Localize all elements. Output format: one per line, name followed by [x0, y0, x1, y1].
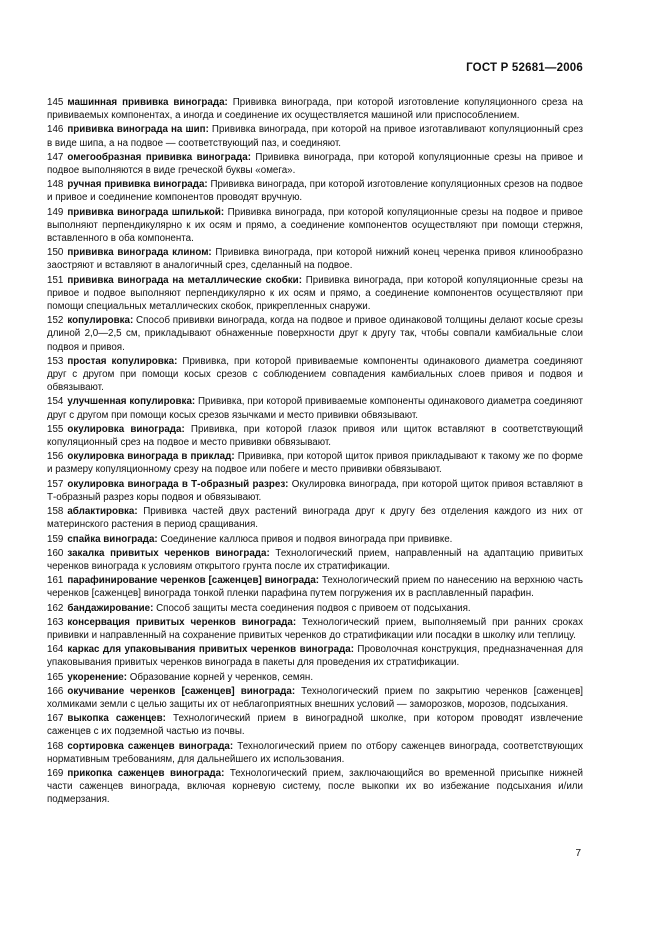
term-title: прививка винограда шпилькой:	[67, 206, 225, 218]
term-title: спайка винограда:	[67, 533, 158, 545]
term-entry	[47, 685, 583, 711]
term-list	[47, 96, 583, 808]
term-definition: Технологический прием в виноградной школке, при котором проводят извлечение саженцев с их подземной частью из почвы.	[47, 713, 583, 738]
term-definition: Прививка винограда, при которой изготовление копуляционных срезов на подвое и привое и соединение компонентов проводят вручную.	[47, 179, 583, 204]
term-definition: Прививка винограда, при которой копуляционные срезы на привое и подвое выполняют перпендикулярно к их осям и прямо, а соединение компонентов осуществляют при помощи специальных металлических скобок, прикрепленных снаружи.	[47, 274, 583, 313]
term-number: 160	[47, 547, 64, 559]
term-title: закалка привитых черенков винограда:	[67, 547, 270, 559]
term-entry	[47, 478, 583, 504]
term-entry	[47, 151, 583, 177]
term-definition: Прививка винограда, при которой на привое изготавливают копуляционный срез в виде шипа, а на подвое — соответствующий паз, и соединяют.	[47, 124, 583, 149]
term-number: 157	[47, 478, 64, 490]
term-definition: Технологический прием по отбору саженцев винограда, соответствующих нормативным требованиям, для дальнейшего их использования.	[47, 740, 584, 765]
page-number: 7	[575, 848, 581, 859]
term-title: копулировка:	[67, 315, 134, 327]
term-entry	[47, 246, 583, 272]
term-number: 165	[47, 671, 64, 683]
term-definition: Технологический прием, выполняемый при ранних сроках прививки и направленный на сохранение привитых черенков до стратификации или посадки в школку или теплицу.	[47, 616, 583, 641]
term-title: окулировка винограда в приклад:	[67, 451, 235, 463]
term-number: 162	[47, 602, 64, 614]
term-entry	[47, 712, 583, 738]
term-number: 169	[47, 767, 64, 779]
term-number: 164	[47, 644, 64, 656]
term-number: 156	[47, 451, 64, 463]
term-entry	[47, 671, 583, 684]
term-title: улучшенная копулировка:	[67, 396, 196, 408]
term-definition: Окулировка винограда, при которой щиток привоя вставляют в Т-образный разрез коры подвоя и обвязывают.	[47, 478, 583, 503]
term-entry	[47, 450, 583, 476]
term-number: 159	[47, 533, 64, 545]
term-definition: Прививка, при которой щиток привоя прикладывают к такому же по форме и размеру копуляционному срезу на подвое или побеге и место прививки обвязывают.	[47, 451, 583, 476]
term-entry	[47, 423, 583, 449]
term-title: окулировка винограда:	[67, 423, 185, 435]
term-title: выкопка саженцев:	[67, 713, 166, 725]
term-title: консервация привитых черенков винограда:	[67, 616, 297, 628]
term-entry	[47, 767, 583, 807]
term-number: 149	[47, 206, 64, 218]
term-number: 151	[47, 274, 64, 286]
term-definition: Прививка, при которой глазок привоя или щиток вставляют в соответствующий копуляционный срез на подвое и место прививки обвязывают.	[47, 423, 583, 449]
term-title: прививка винограда клином:	[67, 247, 212, 259]
term-definition: Технологический прием, направленный на адаптацию привитых черенков винограда к условиям открытого грунта после их стратификации.	[47, 547, 583, 572]
term-definition: Прививка частей двух растений винограда друг к другу без отделения каждого из них от материнского растения в период сращивания.	[47, 506, 583, 531]
term-title: укоренение:	[67, 671, 128, 683]
term-entry	[47, 274, 583, 314]
term-definition: Соединение каллюса привоя и подвоя винограда при прививке.	[157, 533, 453, 545]
term-number: 168	[47, 740, 64, 752]
term-number: 161	[47, 575, 64, 587]
term-entry	[47, 533, 583, 546]
term-title: каркас для упаковывания привитых черенков винограда:	[67, 644, 354, 656]
term-entry	[47, 547, 583, 573]
term-entry	[47, 740, 583, 766]
term-entry	[47, 395, 583, 421]
term-definition: Технологический прием по закрытию черенков [саженцев] холмиками земли с целью защиты их от неблагоприятных внешних условий — заморозков, морозов, подсыхания.	[47, 685, 583, 710]
term-title: ручная прививка винограда:	[67, 179, 208, 191]
term-definition: Прививка винограда, при которой изготовление копуляционного среза на прививаемых компонентах, а иногда и соединение их осуществляется машиной или приспособлением.	[47, 97, 583, 122]
document-header: ГОСТ Р 52681—2006	[466, 62, 583, 74]
term-definition: Прививка винограда, при которой нижний конец черенка привоя клинообразно заостряют и вставляют в аналогичный срез, сделанный на подвое.	[47, 247, 583, 272]
term-number: 163	[47, 616, 64, 628]
term-number: 153	[47, 355, 64, 367]
term-entry	[47, 616, 583, 642]
term-definition: Прививка винограда, при которой копуляционные срезы на привое и подвое выполняются в виде греческой буквы «омега».	[47, 151, 583, 177]
term-title: окулировка винограда в Т-образный разрез:	[67, 478, 289, 490]
term-title: аблактировка:	[67, 506, 138, 518]
term-number: 148	[47, 179, 64, 191]
term-entry	[47, 206, 583, 246]
term-entry	[47, 178, 583, 204]
term-title: машинная прививка винограда:	[67, 97, 228, 108]
term-title: простая копулировка:	[67, 355, 178, 367]
term-title: омегообразная прививка винограда:	[67, 151, 251, 163]
term-entry	[47, 602, 583, 615]
term-number: 145	[47, 97, 64, 108]
term-title: окучивание черенков [саженцев] винограда:	[67, 685, 296, 697]
term-title: бандажирование:	[67, 602, 154, 614]
term-number: 158	[47, 506, 64, 518]
term-definition: Прививка, при которой прививаемые компоненты одинакового диаметра соединяют друг с другом при помощи косых срезов язычками и место прививки обвязывают.	[47, 396, 584, 421]
term-number: 166	[47, 685, 64, 697]
term-title: сортировка саженцев винограда:	[67, 740, 234, 752]
term-definition: Способ прививки винограда, когда на подвое и привое одинаковой толщины делают косые срезы длиной 2,0—2,5 см, прикладывают обнаженные поверхности друг к другу так, чтобы совпали камбиальные слои подвоя и привоя.	[47, 315, 583, 353]
term-definition: Прививка, при которой прививаемые компоненты одинакового диаметра соединяют друг с другом при помощи косых срезов с соблюдением совпадения камбиальных слоев привоя и подвоя и обвязывают.	[47, 355, 583, 394]
term-number: 146	[47, 124, 64, 136]
term-definition: Прививка винограда, при которой копуляционные срезы на подвое и привое выполняют перпендикулярно к их осям и прямо, а соединение компонентов осуществляют при помощи стержня, вставленного в оба компонента.	[47, 206, 583, 245]
term-number: 167	[47, 713, 64, 725]
term-definition: Проволочная конструкция, предназначенная для упаковывания привитых черенков винограда в пакеты для проведения их стратификации.	[47, 644, 583, 669]
term-definition: Технологический прием по нанесению на верхнюю часть черенков [саженцев] винограда тонкой пленки парафина путем погружения их в расплавленный парафин.	[47, 575, 584, 600]
term-entry	[47, 643, 583, 669]
term-definition: Образование корней у черенков, семян.	[127, 671, 314, 683]
term-title: прививка винограда на металлические скобки:	[67, 274, 302, 286]
term-number: 147	[47, 151, 64, 163]
term-entry	[47, 355, 583, 395]
term-number: 152	[47, 315, 64, 327]
term-entry	[47, 314, 583, 354]
term-number: 154	[47, 396, 64, 408]
term-definition: Технологический прием, заключающийся во временной присыпке нижней части саженцев винограда, включая корневую систему, после выкопки их во избежание подсыхания и/или подмерзания.	[47, 767, 583, 806]
term-number: 155	[47, 423, 64, 435]
term-entry	[47, 505, 583, 531]
term-number: 150	[47, 247, 64, 259]
term-entry	[47, 574, 583, 600]
term-entry	[47, 96, 583, 122]
term-title: парафинирование черенков [саженцев] винограда:	[67, 575, 320, 587]
term-entry	[47, 123, 583, 149]
term-title: прикопка саженцев винограда:	[67, 767, 225, 779]
term-title: прививка винограда на шип:	[67, 124, 209, 136]
term-definition: Способ защиты места соединения подвоя с привоем от подсыхания.	[153, 602, 471, 614]
